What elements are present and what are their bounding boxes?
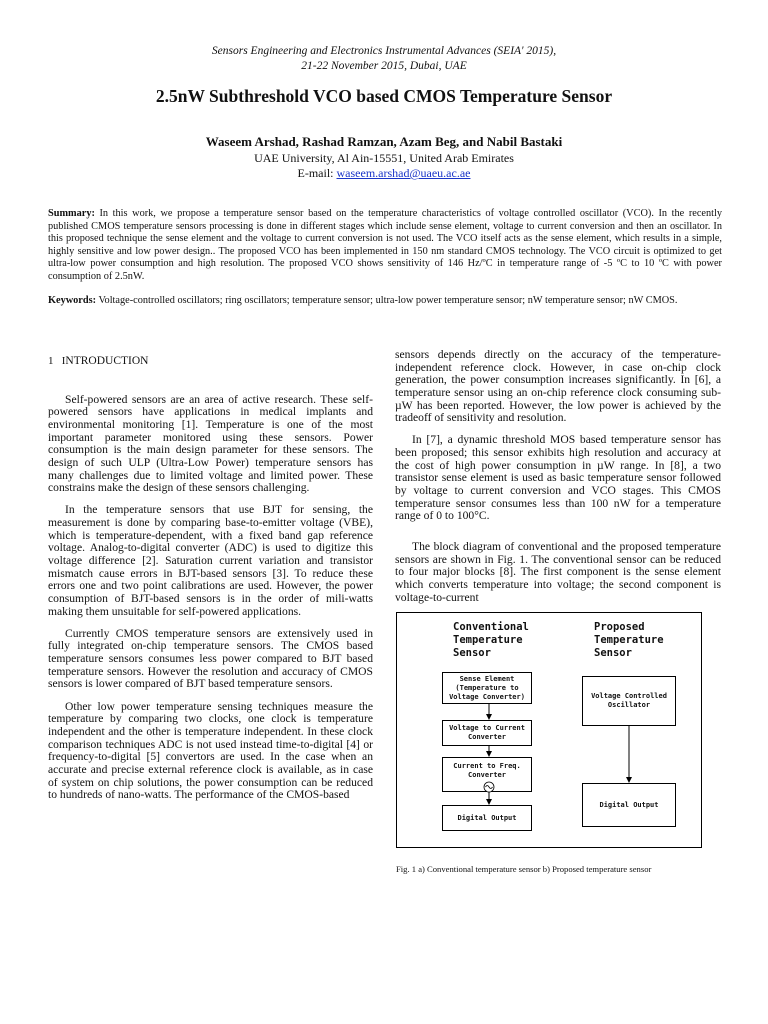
paragraph: sensors depends directly on the accuracy of the temperature-independent reference clock. However, in case on-chip clock generation, the power consumption increases significantly. In [6], a temperature sensor using an on-chip reference clock consuming sub-µW has been reported. However, the low power is achieved by the tradeoff of sensitivity and resolution. xyxy=(395,348,721,425)
email-link[interactable]: waseem.arshad@uaeu.ac.ae xyxy=(336,166,471,180)
venue-line-1: Sensors Engineering and Electronics Instrumental Advances (SEIA' 2015), xyxy=(211,45,557,57)
conventional-title-line: Sensor xyxy=(453,647,491,659)
conventional-title-line: Conventional xyxy=(453,621,529,633)
keywords-label: Keywords: xyxy=(48,295,97,306)
summary xyxy=(48,208,722,284)
vco-block: Voltage Controlled Oscillator xyxy=(582,676,676,726)
proposed-title-line: Proposed xyxy=(594,621,645,633)
keywords-text: Voltage-controlled oscillators; ring oscillators; temperature sensor; ultra-low power temperature sensor; nW temperature sensor; nW CMOS. xyxy=(98,295,678,306)
summary-label: Summary: xyxy=(48,208,95,219)
authors: Waseem Arshad, Rashad Ramzan, Azam Beg, and Nabil Bastaki xyxy=(205,134,563,149)
prop-digital-output-block: Digital Output xyxy=(582,783,676,827)
proposed-title-line: Temperature xyxy=(594,634,664,646)
venue-line-2: 21-22 November 2015, Dubai, UAE xyxy=(301,60,467,72)
conv-digital-output-block: Digital Output xyxy=(442,805,532,831)
proposed-title-line: Sensor xyxy=(594,647,632,659)
section-heading xyxy=(48,355,373,368)
sense-element-block: Sense Element (Temperature to Voltage Converter) xyxy=(442,672,532,704)
summary-text: In this work, we propose a temperature sensor based on the temperature characteristics of voltage controlled oscillator (VCO). In the recently published CMOS temperature sensors processing is done in different stages which include sense element, voltage to current conversion and then an oscillator. In this proposed technique the sense element and the voltage to current conversion is not used. The VCO itself acts as the sense element, which results in a simple, highly sensitive and low power design.. The proposed VCO has been implemented in 150 nm standard CMOS technology. The VCO circuit is optimized to get ultra-low power consumption and high resolution. The proposed VCO shows sensitivity of 146 Hz/ºC in temperature range of -5 ºC to 10 ºC with power consumption of 2.5nW. xyxy=(48,208,722,282)
voltage-to-current-block: Voltage to Current Converter xyxy=(442,720,532,746)
paragraph: Currently CMOS temperature sensors are extensively used in fully integrated on-chip temperature sensors. The CMOS based temperature sensors consumes less power compared to BJT based temperature sensors. However the resolution and accuracy of CMOS sensors is lower compared of BJT based temperature sensors. xyxy=(48,626,373,691)
paragraph: In the temperature sensors that use BJT for sensing, the measurement is done by comparing base-to-emitter voltage (VBE), which is temperature-dependent, with a fixed band gap reference voltage. Analog-to-digital converter (ADC) is used to digitize this voltage difference [2]. Saturation current variation and transistor mismatch cause errors in BJT-based sensors [3]. To reduce these errors one and two point calibrations are used. However, the power consumption of BJT-based sensors is in the order of mili-watts making them unsuitable for self-powered applications. xyxy=(48,503,373,618)
section-title-rest: NTRODUCTION xyxy=(65,355,149,367)
email-line xyxy=(0,166,768,181)
paragraph: Other low power temperature sensing techniques measure the temperature by comparing two clocks, one clock is temperature independent and the other is temperature independent. In these clock comparison techniques ADC is not used instead time-to-digital [4] or frequency-to-digital [5] convertors are used. In the case when an accurate and precise external reference clock is available, as in case of system on chip solutions, the power consumption can be reduced to hundreds of nano-watts. The performance of the CMOS-based xyxy=(48,699,373,802)
section-title-initial: I xyxy=(61,355,66,367)
paragraph: The block diagram of conventional and the proposed temperature sensors are shown in Fig. 1. The conventional sensor can be reduced to four major blocks [8]. The first component is the sense element which converts temperature into voltage; the second component is voltage-to-current xyxy=(395,540,721,604)
right-column xyxy=(395,349,721,614)
affiliation: UAE University, Al Ain-15551, United Arab Emirates xyxy=(254,151,514,165)
email-label: E-mail: xyxy=(297,166,334,180)
current-to-freq-label: Current to Freq. Converter xyxy=(453,762,521,779)
figure-block-diagram xyxy=(396,612,702,848)
paragraph: Self-powered sensors are an area of active research. These self-powered sensors have applications in medical implants and environmental monitoring [1]. Temperature is one of the most important parameter monitored using these sensors. Power consumption is the main design parameter for these sensors. The design of such ULP (Ultra-Low Power) temperature sensors has many challenges due to limited voltage and limited power. These constrains make the design of these sensors challenging. xyxy=(48,392,373,495)
conventional-title-line: Temperature xyxy=(453,634,523,646)
figure-caption: Fig. 1 a) Conventional temperature sensor b) Proposed temperature sensor xyxy=(396,864,652,874)
affiliation-block xyxy=(0,151,768,181)
oscillator-icon xyxy=(482,780,496,794)
paper-title: 2.5nW Subthreshold VCO based CMOS Temperature Sensor xyxy=(155,86,613,106)
keywords xyxy=(48,295,722,308)
paragraph: In [7], a dynamic threshold MOS based temperature sensor has been proposed; this sensor exhibits high resolution and accuracy at the cost of high power consumption in µW range. In [8], a two transistor sense element is used as basic temperature sensor followed by voltage to current conversion and VCO stages. This CMOS temperature sensor consumes less than 100 nW for a temperature range of 0 to 100°C. xyxy=(395,433,721,523)
section-number: 1 xyxy=(48,355,54,367)
left-column xyxy=(48,355,373,811)
